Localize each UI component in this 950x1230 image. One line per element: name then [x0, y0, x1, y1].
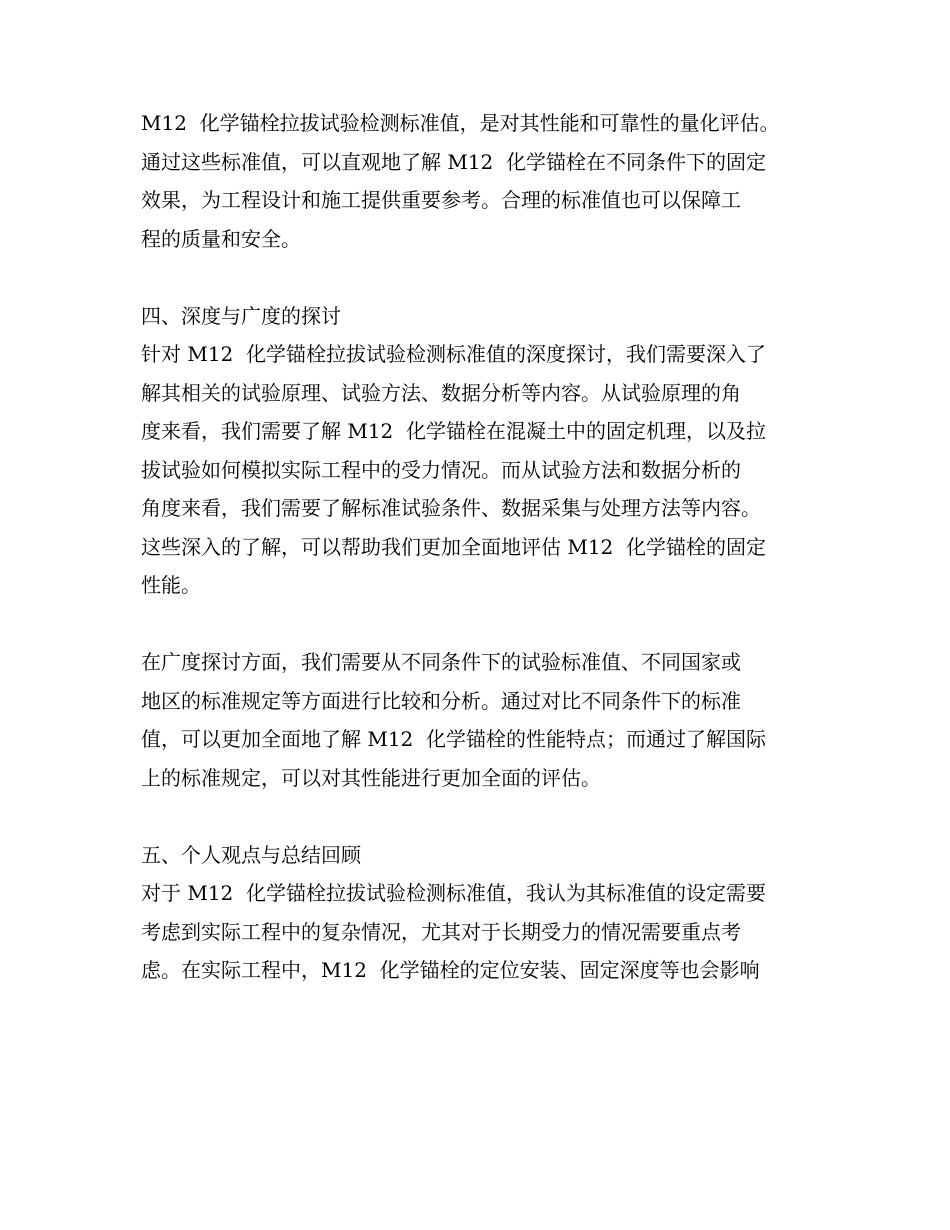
text-line: 拔试验如何模拟实际工程中的受力情况。而从试验方法和数据分析的: [141, 457, 741, 482]
text-line: 对于 M12 化学锚栓拉拔试验检测标准值，我认为其标准值的设定需要: [141, 881, 766, 905]
paragraph-spacer: [141, 797, 841, 836]
paragraph-intro: [141, 104, 841, 258]
section-four: [141, 297, 841, 605]
text-line: 角度来看，我们需要了解标准试验条件、数据采集与处理方法等内容。: [141, 496, 761, 520]
text-line: 考虑到实际工程中的复杂情况，尤其对于长期受力的情况需要重点考: [141, 919, 741, 944]
text-line: 上的标准规定，可以对其性能进行更加全面的评估。: [141, 765, 601, 790]
text-line: 度来看，我们需要了解 M12 化学锚栓在混凝土中的固定机理，以及拉: [141, 419, 766, 443]
text-line: 解其相关的试验原理、试验方法、数据分析等内容。从试验原理的角: [141, 380, 741, 405]
paragraph-spacer: [141, 258, 841, 297]
section-heading: 五、个人观点与总结回顾: [141, 842, 361, 867]
text-line: 效果，为工程设计和施工提供重要参考。合理的标准值也可以保障工: [141, 188, 741, 212]
text-line: 地区的标准规定等方面进行比较和分析。通过对比不同条件下的标准: [141, 688, 741, 713]
text-line: 这些深入的了解，可以帮助我们更加全面地评估 M12 化学锚栓的固定: [141, 534, 766, 559]
text-line: 性能。: [141, 573, 201, 597]
paragraph-spacer: [141, 605, 841, 644]
text-line: 虑。在实际工程中，M12 化学锚栓的定位安装、固定深度等也会影响: [141, 958, 760, 982]
text-line: 程的质量和安全。: [141, 226, 301, 251]
paragraph-breadth: [141, 643, 841, 797]
text-line: M12 化学锚栓拉拔试验检测标准值，是对其性能和可靠性的量化评估。: [141, 111, 780, 135]
text-line: 针对 M12 化学锚栓拉拔试验检测标准值的深度探讨，我们需要深入了: [141, 342, 766, 366]
text-line: 在广度探讨方面，我们需要从不同条件下的试验标准值、不同国家或: [141, 650, 741, 674]
document-page: [141, 104, 841, 990]
text-line: 值，可以更加全面地了解 M12 化学锚栓的性能特点；而通过了解国际: [141, 727, 766, 751]
section-heading: 四、深度与广度的探讨: [141, 303, 341, 328]
text-line: 通过这些标准值，可以直观地了解 M12 化学锚栓在不同条件下的固定: [141, 149, 766, 174]
section-five: [141, 836, 841, 990]
